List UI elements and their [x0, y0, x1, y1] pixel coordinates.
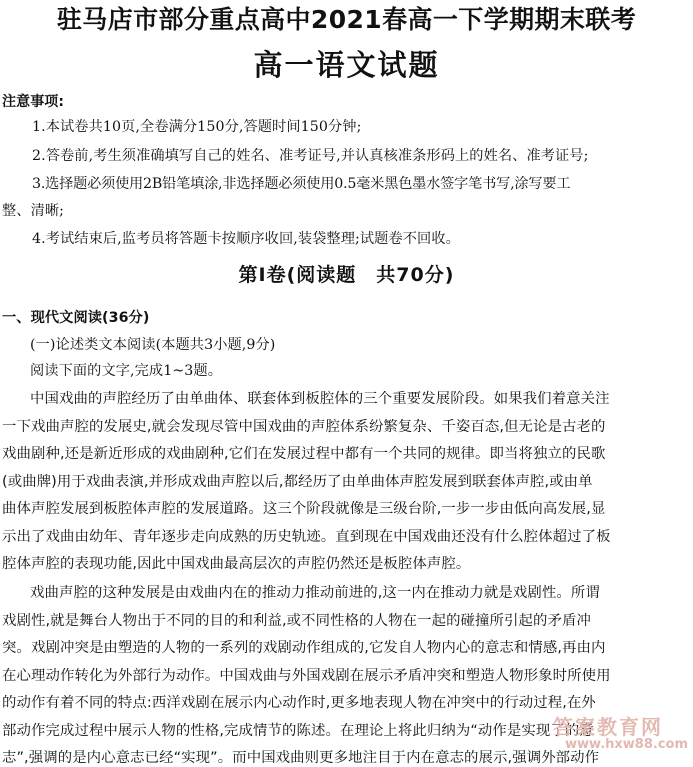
passage-line: 志”,强调的是内心意志已经“实现”。而中国戏曲则更多地注目于内在意志的展示,强调外部动作	[2, 750, 600, 766]
passage-line: 部动作完成过程中展示人物的性格,完成情节的陈述。在理论上将此归纳为“动作是实现了的意	[2, 723, 594, 739]
watermark-text: 答案教育网	[553, 715, 663, 739]
passage-line: 突。戏剧冲突是由塑造的人物的一系列的戏剧动作组成的,它发自人物内心的意志和情感,再由内	[2, 640, 606, 656]
passage-line: 腔体声腔的表现功能,因此中国戏曲最高层次的声腔仍然还是板腔体声腔。	[2, 556, 471, 572]
passage-line: 的动作有着不同的特点:西洋戏剧在展示内心动作时,更多地表现人物在冲突中的行动过程,在外	[2, 695, 596, 711]
passage-line: 中国戏曲的声腔经历了由单曲体、联套体到板腔体的三个重要发展阶段。如果我们着意关注	[30, 391, 610, 407]
sub-section-heading: (一)论述类文本阅读(本题共3小题,9分)	[30, 337, 276, 353]
subject-title: 高一语文试题	[253, 48, 440, 82]
passage-line: 戏曲剧种,还是新近形成的戏曲剧种,它们在发展过程中都有一个共同的规律。即当将独立的民歌	[2, 446, 606, 462]
notice-item: 3.选择题必须使用2B铅笔填涂,非选择题必须使用0.5毫米黑色墨水签字笔书写,涂写要工	[32, 176, 571, 192]
notice-item: 整、清晰;	[2, 203, 65, 219]
watermark-url: www.hxw88.com	[565, 737, 688, 752]
passage-line: 戏曲声腔的这种发展是由戏曲内在的推动力推动前进的,这一内在推动力就是戏剧性。所谓	[30, 585, 600, 601]
section-heading: 一、现代文阅读(36分)	[2, 310, 150, 326]
passage-line: 一下戏曲声腔的发展史,就会发现尽管中国戏曲的声腔体系纷繁复杂、千姿百态,但无论是古老的	[2, 419, 606, 435]
passage-line: 示出了戏曲由幼年、青年逐步走向成熟的历史轨迹。直到现在中国戏曲还没有什么腔体超过了板	[2, 529, 611, 545]
reading-instruction: 阅读下面的文字,完成1~3题。	[30, 363, 223, 379]
passage-line: (或曲牌)用于戏曲表演,并形成戏曲声腔以后,都经历了由单曲体声腔发展到联套体声腔,或由单	[2, 474, 593, 490]
notice-heading: 注意事项:	[2, 94, 65, 110]
notice-item: 2.答卷前,考生须准确填写自己的姓名、准考证号,并认真核准条形码上的姓名、准考证号;	[32, 148, 589, 164]
notice-item: 1.本试卷共10页,全卷满分150分,答题时间150分钟;	[32, 119, 362, 135]
exam-title: 驻马店市部分重点高中2021春高一下学期期末联考	[56, 5, 637, 34]
part-title: 第Ⅰ卷(阅读题 共70分)	[238, 264, 455, 286]
passage-line: 戏剧性,就是舞台人物出于不同的目的和利益,或不同性格的人物在一起的碰撞所引起的矛盾冲	[2, 613, 591, 629]
passage-line: 在心理动作转化为外部行为动作。中国戏曲与外国戏剧在展示矛盾冲突和塑造人物形象时所使用	[2, 668, 611, 684]
passage-line: 曲体声腔发展到板腔体声腔的发展道路。这三个阶段就像是三级台阶,一步一步由低向高发展,显	[2, 501, 606, 517]
notice-item: 4.考试结束后,监考员将答题卡按顺序收回,装袋整理;试题卷不回收。	[32, 231, 460, 247]
watermark	[535, 711, 688, 757]
